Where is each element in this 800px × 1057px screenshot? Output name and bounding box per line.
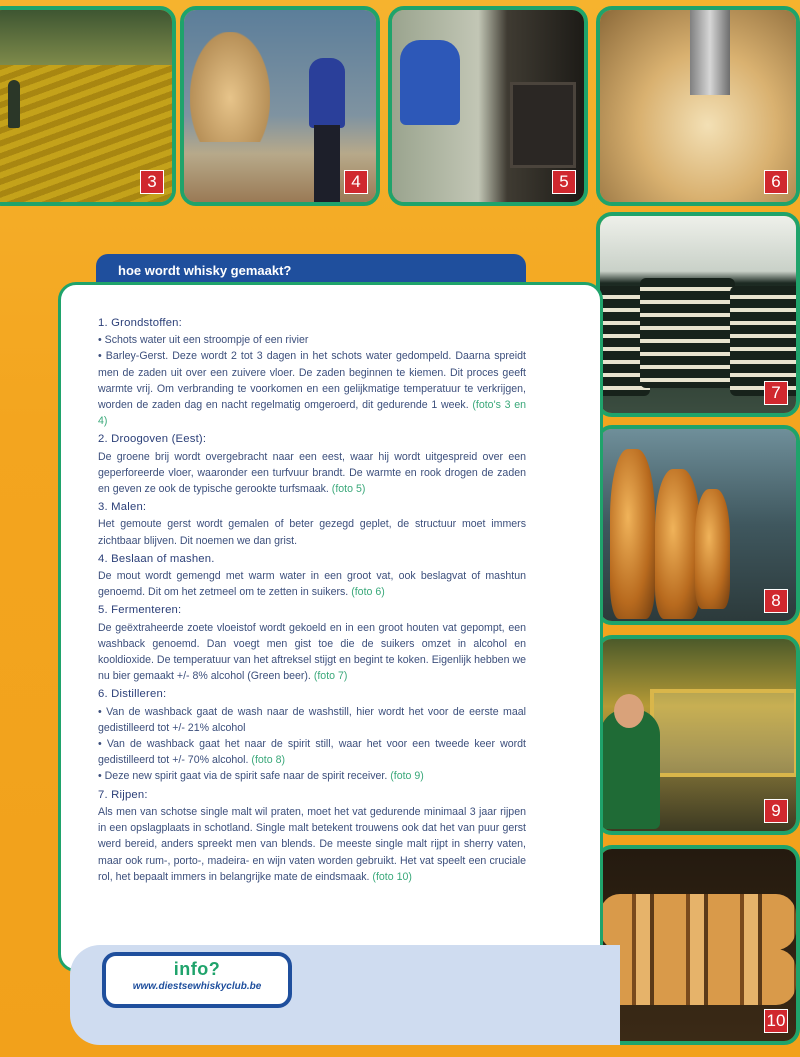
- section-heading: 3. Malen:: [98, 501, 147, 514]
- section-heading: 1. Grondstoffen:: [98, 317, 183, 329]
- section-paragraph: [98, 568, 526, 600]
- photo-5-kiln: [388, 6, 588, 206]
- paragraph-text: • Barley-Gerst. Deze wordt 2 tot 3 dagen in het schots water gedompeld. Daarna spreidt men de zaden uit over een zuivere vloer. De zaden beginnen te kiemen. Dit proces geeft warmte vrij. Om verbranding te voorkomen en een gelijkmatige temperatuur te verkrijgen, worden de zaden dag en nacht regelmatig omgeroerd, dit gedurende 1 week.: [98, 350, 526, 412]
- photo-3-malting-floor: [0, 6, 176, 206]
- paragraph-text: De mout wordt gemengd met warm water in een groot vat, ook beslagvat of mashtun genoemd. Dit om het zetmeel om te zetten in suikers.: [98, 570, 526, 599]
- section-paragraph: [98, 620, 526, 685]
- website-link[interactable]: www.diestsewhiskyclub.be: [132, 981, 262, 992]
- section-paragraph: [98, 332, 526, 348]
- photo-7-washbacks: [596, 212, 800, 417]
- photo-number-badge: 4: [344, 170, 368, 194]
- section-paragraph: [98, 804, 526, 885]
- paragraph-text: De geëxtraheerde zoete vloeistof wordt gekoeld en in een groot houten vat gepompt, een washback genoemd. Dan voegt men gist toe die de suikers omzet in alcohol en kooldioxide. De temperatuur van het aftreksel stijgt en begint te koken. Eigenlijk hebben we nu bier gemaakt +/- 8% alcohol (Green beer).: [98, 621, 526, 683]
- photo-9-spirit-safe: [596, 635, 800, 835]
- photo-reference: (foto 10): [372, 870, 412, 883]
- photo-reference: (foto 8): [251, 754, 285, 767]
- paragraph-text: Het gemoute gerst wordt gemalen of beter gezegd geplet, de structuur moet immers zichtbaar blijven. Dit noemen we dan grist.: [98, 518, 526, 547]
- photo-number-badge: 10: [764, 1009, 788, 1033]
- section-heading: 2. Droogoven (Eest):: [98, 433, 207, 446]
- paragraph-text: • Schots water uit een stroompje of een rivier: [98, 334, 309, 347]
- photo-reference: (foto's 3 en 4): [98, 399, 526, 428]
- section-paragraph: [98, 768, 526, 784]
- photo-reference: (foto 7): [313, 670, 348, 683]
- section-heading: 4. Beslaan of mashen.: [98, 552, 215, 565]
- photo-number-badge: 6: [764, 170, 788, 194]
- photo-6-mash-tun: [596, 6, 800, 206]
- section-heading: 6. Distilleren:: [98, 688, 167, 701]
- section-heading: 5. Fermenteren:: [98, 604, 182, 617]
- section-heading: 7. Rijpen:: [98, 788, 148, 801]
- paragraph-text: • Van de washback gaat de wash naar de washstill, hier wordt het voor de eerste maal gedistilleerd tot +/- 21% alcohol: [98, 705, 526, 734]
- photo-number-badge: 3: [140, 170, 164, 194]
- paragraph-text: Als men van schotse single malt wil praten, moet het vat gedurende minimaal 3 jaar rijpen in een opslagplaats in schotland. Single malt betekent trouwens ook dat het van puur gerst werd bereid, anders spreekt men van blends. De meeste single malt rijpt in sherry vaten, maar ook rum-, porto-, madeira- en wijn vaten worden gebruikt. Het vat speelt een cruciale rol, het bepaalt immers in belangrijke mate de eindsmaak.: [98, 805, 526, 883]
- info-title: info?: [173, 959, 221, 979]
- section-paragraph: [98, 449, 526, 498]
- photo-10-casks: [596, 845, 800, 1045]
- photo-reference: (foto 6): [351, 586, 385, 599]
- photo-8-stills: [596, 425, 800, 625]
- photo-reference: (foto 5): [331, 483, 366, 496]
- photo-number-badge: 9: [764, 799, 788, 823]
- photo-number-badge: 5: [552, 170, 576, 194]
- section-paragraph: [98, 516, 526, 548]
- section-paragraph: [98, 704, 526, 736]
- photo-number-badge: 8: [764, 589, 788, 613]
- photo-number-badge: 7: [764, 381, 788, 405]
- photo-reference: (foto 9): [390, 770, 424, 783]
- info-box[interactable]: [102, 952, 292, 1008]
- photo-4-barley-turning: [180, 6, 380, 206]
- article-title: hoe wordt whisky gemaakt?: [96, 254, 526, 294]
- article-content: [98, 313, 526, 885]
- paragraph-text: • Van de washback gaat het naar de spirit still, waar het voor een tweede keer wordt gedistilleerd tot +/- 70% alcohol.: [98, 738, 526, 767]
- section-paragraph: [98, 348, 526, 429]
- paragraph-text: De groene brij wordt overgebracht naar een eest, waar hij wordt uitgespreid over een geperforeerde vloer, waaronder een turfvuur brandt. De warmte en rook drogen de zaden en geven ze ook de typische gerookte turfsmaak.: [98, 450, 526, 496]
- section-paragraph: [98, 736, 526, 768]
- paragraph-text: • Deze new spirit gaat via de spirit safe naar de spirit receiver.: [98, 770, 388, 783]
